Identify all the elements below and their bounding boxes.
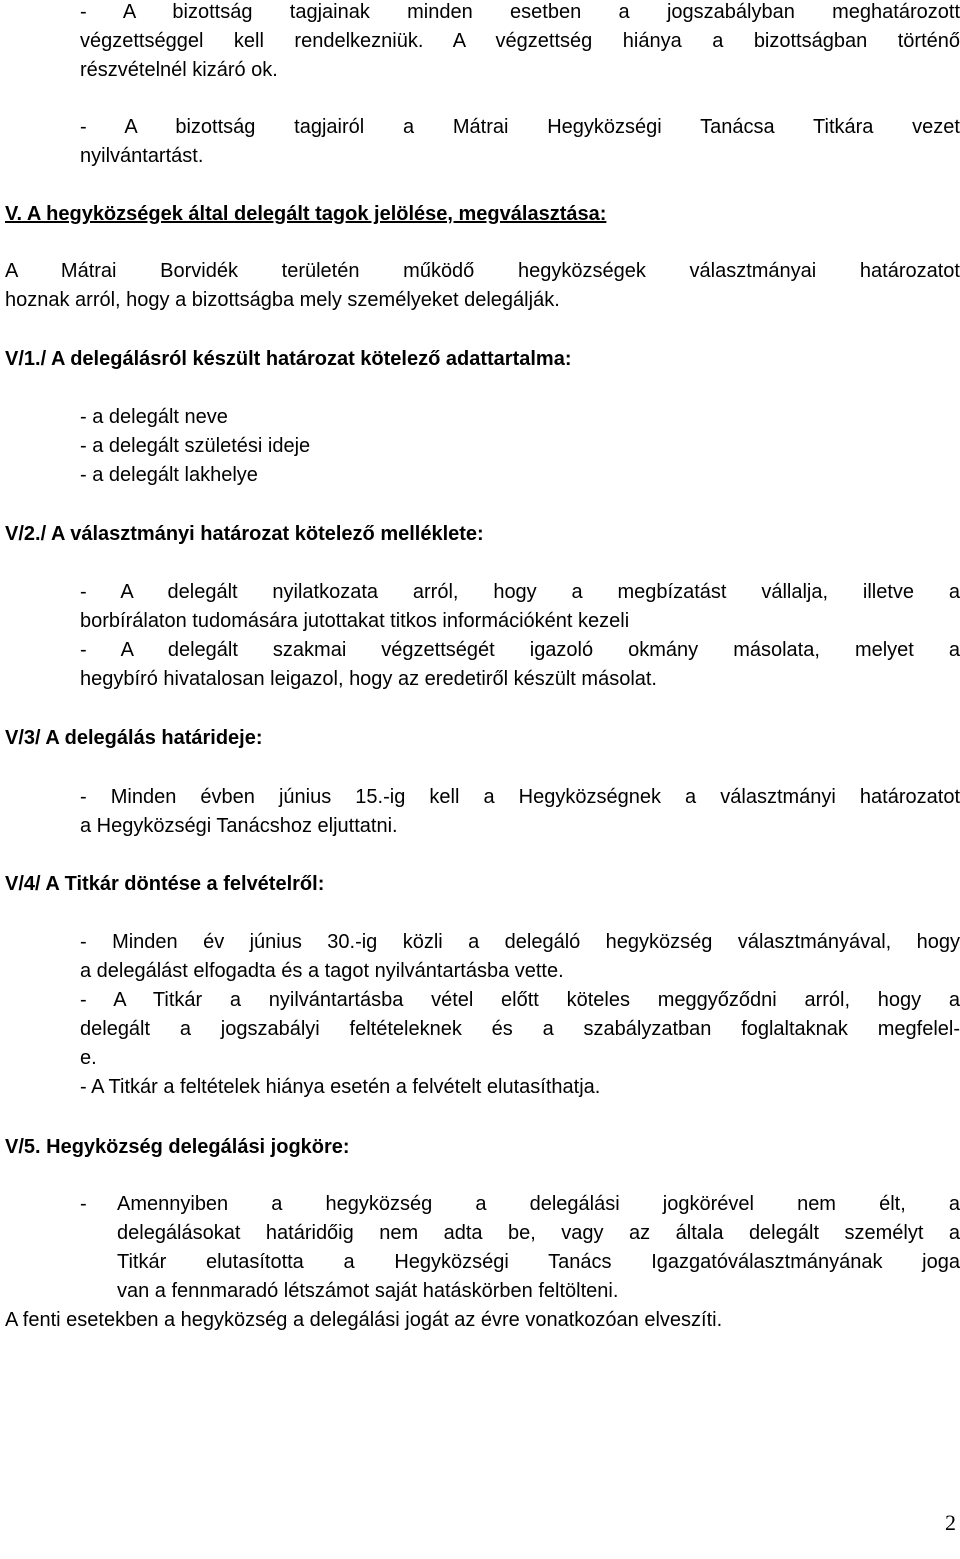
text-line: van a fennmaradó létszámot saját hatáskörben feltölteni. [117,1280,619,1302]
list-dash: - [80,1193,87,1215]
list-v4 [80,928,960,1102]
text-line: - A Titkár a feltételek hiánya esetén a felvételt elutasíthatja. [80,1076,601,1098]
text-line: - Minden év június 30.-ig közli a delegáló hegyközség választmányával, hogy [80,931,960,953]
paragraph-v5 [117,1190,960,1306]
text-line: - A bizottság tagjairól a Mátrai Hegyközségi Tanácsa Titkára vezet [80,116,960,138]
text-line: a Hegyközségi Tanácshoz eljuttatni. [80,815,398,837]
text-line: Titkár elutasította a Hegyközségi Tanács Igazgatóválasztmányának joga [117,1251,960,1273]
text-line: végzettséggel kell rendelkezniük. A végzettség hiánya a bizottságban történő [80,30,960,52]
paragraph-section-v [5,257,960,315]
text-line: delegálásokat határidőig nem adta be, vagy az általa delegált személyt a [117,1222,960,1244]
text-line: a delegálást elfogadta és a tagot nyilvántartásba vette. [80,960,564,982]
section-heading-v4: V/4/ A Titkár döntése a felvételről: [5,873,325,895]
closing-paragraph: A fenti esetekben a hegyközség a delegálási jogát az évre vonatkozóan elveszíti. [5,1309,723,1331]
list-v1 [80,403,310,490]
text-line: - A delegált nyilatkozata arról, hogy a megbízatást vállalja, illetve a [80,581,960,603]
paragraph-v3 [80,783,960,841]
section-heading-v2: V/2./ A választmányi határozat kötelező melléklete: [5,523,484,545]
section-heading-v: V. A hegyközségek által delegált tagok jelölése, megválasztása: [5,203,607,225]
text-line: nyilvántartást. [80,145,204,167]
text-line: - A bizottság tagjainak minden esetben a jogszabályban meghatározott [80,1,960,23]
list-item: - a delegált születési ideje [80,435,311,457]
section-heading-v3: V/3/ A delegálás határideje: [5,727,263,749]
paragraph-committee-qualification [80,0,960,85]
list-v2 [80,578,960,694]
text-line: hoznak arról, hogy a bizottságba mely személyeket delegálják. [5,289,560,311]
text-line: részvételnél kizáró ok. [80,59,278,81]
section-heading-v5: V/5. Hegyközség delegálási jogköre: [5,1136,350,1158]
paragraph-committee-registry [80,113,960,171]
text-line: e. [80,1047,97,1069]
text-line: A Mátrai Borvidék területén működő hegyközségek választmányai határozatot [5,260,960,282]
list-item: - a delegált lakhelye [80,464,258,486]
page-number: 2 [945,1510,956,1535]
text-line: borbírálaton tudomására jutottakat titkos információként kezeli [80,610,630,632]
section-heading-v1: V/1./ A delegálásról készült határozat kötelező adattartalma: [5,348,572,370]
text-line: - Minden évben június 15.-ig kell a Hegyközségnek a választmányi határozatot [80,786,960,808]
text-line: hegybíró hivatalosan leigazol, hogy az eredetiről készült másolat. [80,668,657,690]
text-line: - A Titkár a nyilvántartásba vétel előtt köteles meggyőződni arról, hogy a [80,989,960,1011]
text-line: delegált a jogszabályi feltételeknek és a szabályzatban foglaltaknak megfelel- [80,1018,960,1040]
text-line: Amennyiben a hegyközség a delegálási jogkörével nem élt, a [117,1193,960,1215]
text-line: - A delegált szakmai végzettségét igazoló okmány másolata, melyet a [80,639,960,661]
list-item: - a delegált neve [80,406,228,428]
